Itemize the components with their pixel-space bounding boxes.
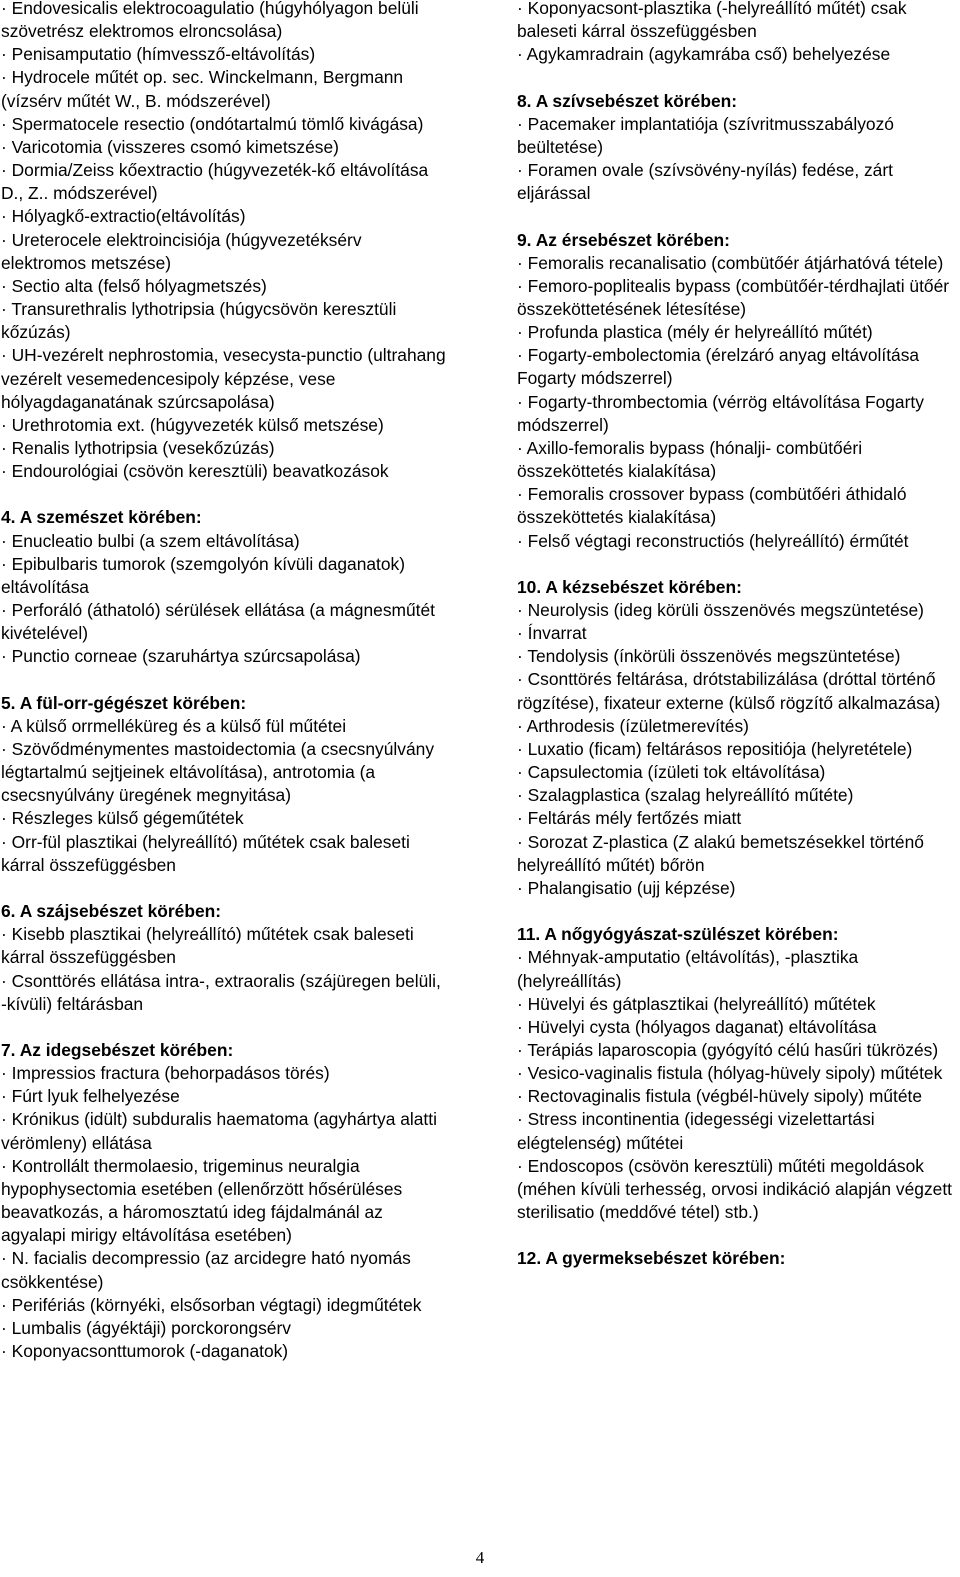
bullet-icon: ·	[1, 1294, 12, 1315]
list-item	[1, 599, 449, 645]
list-item-text: Ureterocele elektroincisiója (húgyvezetéksérv elektromos metszése)	[1, 229, 362, 273]
list-item-text: Enucleatio bulbi (a szem eltávolítása)	[11, 530, 300, 551]
list-item	[1, 1317, 449, 1340]
bullet-icon: ·	[1, 437, 12, 458]
list-item	[1, 807, 449, 830]
list-item	[1, 43, 449, 66]
list-item	[1, 159, 449, 205]
bullet-icon: ·	[1, 970, 12, 991]
list-item	[517, 668, 957, 714]
list-item	[517, 113, 957, 159]
list-item	[517, 1155, 957, 1224]
section	[517, 923, 957, 1224]
bullet-icon: ·	[1, 553, 12, 574]
bullet-icon: ·	[1, 275, 12, 296]
list-item-text: Koponyacsont-plasztika (-helyreállító műtét) csak baleseti kárral összefüggésben	[517, 0, 907, 42]
list-item-text: Impressios fractura (behorpadásos törés)	[11, 1063, 330, 1084]
list-item-text: Csonttörés ellátása intra-, extraoralis (szájüregen belüli, -kívüli) feltárásban	[1, 970, 441, 1014]
bullet-icon: ·	[1, 113, 12, 134]
section	[517, 576, 957, 900]
list-item	[517, 738, 957, 761]
list-item	[517, 437, 957, 483]
list-item-text: Arthrodesis (ízületmerevítés)	[526, 715, 749, 736]
list-item	[1, 530, 449, 553]
list-item-text: Kontrollált thermolaesio, trigeminus neuralgia hypophysectomia esetében (ellenőrzött hősérüléses beavatkozás, a háromosztatú ideg fájdalmánál az agyalapi mirigy eltávolítása esetében)	[1, 1155, 403, 1246]
bullet-icon: ·	[1, 1341, 12, 1361]
list-item	[517, 715, 957, 738]
list-item-text: Ínvarrat	[527, 623, 587, 644]
bullet-icon: ·	[517, 0, 528, 18]
list-item-text: Varicotomia (visszeres csomó kimetszése)	[11, 136, 339, 157]
list-item-text: Fogarty-embolectomia (érelzáró anyag eltávolítása Fogarty módszerrel)	[517, 345, 920, 389]
bullet-icon: ·	[1, 414, 12, 435]
bullet-icon: ·	[1, 1317, 12, 1338]
bullet-icon: ·	[1, 600, 12, 621]
list-item-text: Dormia/Zeiss kőextractio (húgyvezeték-kő eltávolítása D., Z.. módszerével)	[1, 160, 429, 204]
list-item	[1, 715, 449, 738]
section-heading: 8. A szívsebészet körében:	[517, 90, 738, 111]
bullet-icon: ·	[1, 136, 12, 157]
list-item-text: Femoro-poplitealis bypass (combütőér-térdhajlati ütőér összeköttetésének létesítése)	[517, 275, 950, 319]
list-item-text: Urethrotomia ext. (húgyvezeték külső metszése)	[11, 414, 384, 435]
list-item	[517, 622, 957, 645]
list-item-text: Endovesicalis elektrocoagulatio (húgyhólyagon belüli szövetrész elektromos elroncsolása)	[1, 0, 419, 42]
list-item-text: Axillo-femoralis bypass (hónalji- combütőéri összeköttetés kialakítása)	[517, 437, 863, 482]
list-item-text: Részleges külső gégeműtétek	[11, 808, 244, 829]
section	[517, 0, 957, 66]
bullet-icon: ·	[517, 877, 528, 898]
list-item-text: A külső orrmelléküreg és a külső fül műtétei	[10, 715, 347, 736]
list-item-text: Spermatocele resectio (ondótartalmú tömlő kivágása)	[11, 113, 424, 134]
list-item	[1, 1155, 449, 1248]
section-heading: 4. A szemészet körében:	[1, 507, 202, 528]
list-item-text: Capsulectomia (ízületi tok eltávolítása)	[527, 762, 826, 783]
list-item	[1, 298, 449, 344]
list-item	[517, 807, 957, 830]
section-heading: 6. A szájsebészet körében:	[1, 901, 222, 922]
list-item	[517, 784, 957, 807]
list-item	[1, 275, 449, 298]
list-item	[517, 1062, 957, 1085]
list-item-text: N. facialis decompressio (az arcidegre ható nyomás csökkentése)	[1, 1248, 411, 1292]
list-item	[1, 113, 449, 136]
list-item	[1, 66, 449, 112]
list-item	[517, 252, 957, 275]
list-item	[517, 0, 957, 43]
left-column	[1, 0, 449, 1363]
list-item	[1, 645, 449, 668]
bullet-icon: ·	[517, 160, 528, 181]
bullet-icon: ·	[517, 530, 528, 551]
bullet-icon: ·	[1, 44, 12, 65]
list-item	[1, 1294, 449, 1317]
bullet-icon: ·	[517, 1063, 528, 1084]
bullet-icon: ·	[1, 924, 12, 945]
bullet-icon: ·	[517, 762, 528, 783]
list-item	[517, 275, 957, 321]
section	[1, 900, 449, 1016]
bullet-icon: ·	[517, 1155, 528, 1176]
bullet-icon: ·	[1, 646, 12, 667]
list-item	[517, 1085, 957, 1108]
section-heading: 9. Az érsebészet körében:	[517, 229, 730, 250]
list-item	[1, 553, 449, 599]
list-item-text: Hólyagkő-extractio(eltávolítás)	[11, 206, 246, 227]
list-item-text: Profunda plastica (mély ér helyreállító műtét)	[527, 322, 873, 343]
list-item	[517, 1039, 957, 1062]
page-number: 4	[475, 1548, 485, 1567]
list-item	[1, 1340, 449, 1363]
list-item	[517, 391, 957, 437]
list-item-text: Neurolysis (ideg körüli összenövés megszüntetése)	[527, 600, 924, 621]
list-item	[1, 0, 449, 43]
list-item	[517, 483, 957, 529]
list-item-text: Tendolysis (ínkörüli összenövés megszüntetése)	[527, 646, 901, 667]
section	[517, 1247, 957, 1270]
list-item	[1, 831, 449, 877]
list-item-text: Hydrocele műtét op. sec. Winckelmann, Bergmann (vízsérv műtét W., B. módszerével)	[1, 67, 404, 111]
bullet-icon: ·	[517, 1086, 528, 1107]
list-item	[1, 1085, 449, 1108]
bullet-icon: ·	[517, 600, 528, 621]
section-heading: 5. A fül-orr-gégészet körében:	[1, 692, 247, 713]
bullet-icon: ·	[517, 484, 528, 505]
section	[1, 1039, 449, 1363]
list-item	[517, 1108, 957, 1154]
list-item-text: Felső végtagi reconstructiós (helyreállító) érműtét	[527, 530, 909, 551]
list-item-text: Fúrt lyuk felhelyezése	[11, 1086, 180, 1107]
bullet-icon: ·	[1, 461, 12, 482]
list-item-text: Phalangisatio (ujj képzése)	[527, 877, 736, 898]
list-item-text: Stress incontinentia (idegességi vizelettartási elégtelenség) műtétei	[517, 1109, 875, 1153]
list-item-text: Luxatio (ficam) feltárásos repositiója (helyretétele)	[527, 738, 913, 759]
bullet-icon: ·	[1, 1109, 12, 1130]
list-item	[517, 530, 957, 553]
section	[517, 90, 957, 206]
list-item-text: Foramen ovale (szívsövény-nyílás) fedése, zárt eljárással	[517, 160, 893, 204]
list-item	[517, 831, 957, 877]
bullet-icon: ·	[517, 113, 528, 134]
bullet-icon: ·	[517, 715, 527, 736]
list-item-text: Terápiás laparoscopia (gyógyító célú hasűri tükrözés)	[527, 1039, 939, 1060]
bullet-icon: ·	[517, 785, 528, 806]
list-item-text: UH-vezérelt nephrostomia, vesecysta-punctio (ultrahang vezérelt vesemedencesipoly képzése, vese hólyagdaganatának szúrcsapolása)	[1, 345, 446, 412]
section	[517, 229, 957, 553]
bullet-icon: ·	[517, 252, 528, 273]
list-item-text: Fogarty-thrombectomia (vérrög eltávolítása Fogarty módszerrel)	[517, 391, 924, 435]
list-item	[517, 321, 957, 344]
list-item	[517, 761, 957, 784]
list-item-text: Endourológiai (csövön keresztüli) beavatkozások	[11, 461, 389, 482]
bullet-icon: ·	[1, 206, 12, 227]
section	[1, 0, 449, 483]
right-column	[517, 0, 957, 1271]
section-heading: 12. A gyermeksebészet körében:	[517, 1248, 786, 1269]
list-item	[1, 205, 449, 228]
list-item-text: Rectovaginalis fistula (végbél-hüvely sipoly) műtéte	[527, 1086, 922, 1107]
list-item-text: Csonttörés feltárása, drótstabilizálása (dróttal történő rögzítése), fixateur externe (külső rögzítő alkalmazása)	[517, 669, 941, 713]
list-item-text: Endoscopos (csövön keresztüli) műtéti megoldások (méhen kívüli terhesség, orvosi indikáció alapján végzett sterilisatio (meddővé tétel) stb.)	[517, 1155, 952, 1223]
list-item	[1, 136, 449, 159]
list-item-text: Krónikus (idült) subduralis haematoma (agyhártya alatti vérömleny) ellátása	[1, 1109, 437, 1153]
list-item-text: Koponyacsonttumorok (-daganatok)	[11, 1341, 289, 1361]
bullet-icon: ·	[1, 345, 12, 366]
list-item	[1, 1247, 449, 1293]
bullet-icon: ·	[1, 229, 12, 250]
bullet-icon: ·	[517, 669, 528, 690]
bullet-icon: ·	[517, 1039, 528, 1060]
list-item	[1, 970, 449, 1016]
section	[1, 692, 449, 877]
bullet-icon: ·	[517, 1109, 528, 1130]
bullet-icon: ·	[517, 391, 528, 412]
section-heading: 10. A kézsebészet körében:	[517, 576, 742, 597]
list-item	[517, 159, 957, 205]
bullet-icon: ·	[1, 1248, 12, 1269]
bullet-icon: ·	[1, 1063, 12, 1084]
list-item	[1, 460, 449, 483]
list-item-text: Femoralis crossover bypass (combütőéri áthidaló összeköttetés kialakítása)	[517, 484, 907, 528]
list-item-text: Kisebb plasztikai (helyreállító) műtétek csak baleseti kárral összefüggésben	[1, 924, 414, 968]
list-item-text: Szalagplastica (szalag helyreállító műtéte)	[527, 785, 854, 806]
bullet-icon: ·	[1, 67, 12, 88]
bullet-icon: ·	[517, 831, 528, 852]
bullet-icon: ·	[1, 808, 12, 829]
list-item-text: Perifériás (környéki, elsősorban végtagi) idegműtétek	[11, 1294, 422, 1315]
bullet-icon: ·	[517, 623, 528, 644]
bullet-icon: ·	[1, 299, 12, 320]
list-item-text: Lumbalis (ágyéktáji) porckorongsérv	[11, 1317, 291, 1338]
list-item-text: Pacemaker implantatiója (szívritmusszabályozó beültetése)	[517, 113, 894, 157]
list-item	[517, 1016, 957, 1039]
list-item	[517, 993, 957, 1016]
list-item-text: Transurethralis lythotripsia (húgycsövön keresztüli kőzúzás)	[1, 299, 397, 343]
list-item	[1, 437, 449, 460]
bullet-icon: ·	[517, 947, 528, 968]
list-item-text: Szövődménymentes mastoidectomia (a csecsnyúlvány légtartalmú sejtjeinek eltávolítása), antrotomia (a csecsnyúlvány üregének megnyitása)	[1, 738, 435, 806]
section-heading: 11. A nőgyógyászat-szülészet körében:	[517, 924, 839, 945]
list-item	[517, 946, 957, 992]
bullet-icon: ·	[1, 738, 12, 759]
bullet-icon: ·	[517, 345, 528, 366]
list-item-text: Vesico-vaginalis fistula (hólyag-hüvely sipoly) műtétek	[527, 1063, 943, 1084]
bullet-icon: ·	[1, 1155, 12, 1176]
list-item-text: Sorozat Z-plastica (Z alakú bemetszésekkel történő helyreállító műtét) bőrön	[517, 831, 924, 875]
bullet-icon: ·	[517, 993, 528, 1014]
list-item-text: Orr-fül plasztikai (helyreállító) műtétek csak baleseti kárral összefüggésben	[1, 831, 410, 875]
list-item	[517, 645, 957, 668]
list-item	[517, 599, 957, 622]
list-item	[1, 1062, 449, 1085]
bullet-icon: ·	[517, 437, 527, 458]
list-item-text: Feltárás mély fertőzés miatt	[527, 808, 742, 829]
list-item	[1, 344, 449, 413]
list-item-text: Méhnyak-amputatio (eltávolítás), -plasztika (helyreállítás)	[517, 947, 859, 991]
bullet-icon: ·	[1, 530, 12, 551]
section	[1, 506, 449, 668]
list-item-text: Femoralis recanalisatio (combütőér átjárhatóvá tétele)	[527, 252, 944, 273]
bullet-icon: ·	[1, 831, 12, 852]
list-item-text: Penisamputatio (hímvessző-eltávolítás)	[11, 44, 316, 65]
list-item-text: Sectio alta (felső hólyagmetszés)	[11, 275, 267, 296]
list-item	[1, 1108, 449, 1154]
list-item	[1, 414, 449, 437]
bullet-icon: ·	[517, 808, 528, 829]
bullet-icon: ·	[1, 160, 12, 181]
list-item-text: Epibulbaris tumorok (szemgolyón kívüli daganatok) eltávolítása	[1, 553, 406, 597]
bullet-icon: ·	[517, 322, 528, 343]
bullet-icon: ·	[517, 44, 527, 65]
bullet-icon: ·	[1, 715, 11, 736]
list-item-text: Perforáló (áthatoló) sérülések ellátása (a mágnesműtét kivételével)	[1, 600, 436, 644]
bullet-icon: ·	[517, 738, 528, 759]
list-item	[1, 229, 449, 275]
list-item	[1, 923, 449, 969]
list-item-text: Hüvelyi és gátplasztikai (helyreállító) műtétek	[527, 993, 876, 1014]
list-item	[1, 738, 449, 807]
list-item	[517, 344, 957, 390]
list-item-text: Renalis lythotripsia (vesekőzúzás)	[11, 437, 275, 458]
bullet-icon: ·	[1, 1086, 12, 1107]
section-heading: 7. Az idegsebészet körében:	[1, 1039, 234, 1060]
bullet-icon: ·	[517, 1016, 528, 1037]
list-item-text: Agykamradrain (agykamrába cső) behelyezése	[526, 44, 891, 65]
bullet-icon: ·	[1, 0, 12, 18]
bullet-icon: ·	[517, 646, 528, 667]
list-item-text: Punctio corneae (szaruhártya szúrcsapolása)	[11, 646, 361, 667]
list-item	[517, 877, 957, 900]
list-item	[517, 43, 957, 66]
bullet-icon: ·	[517, 275, 528, 296]
list-item-text: Hüvelyi cysta (hólyagos daganat) eltávolítása	[527, 1016, 877, 1037]
